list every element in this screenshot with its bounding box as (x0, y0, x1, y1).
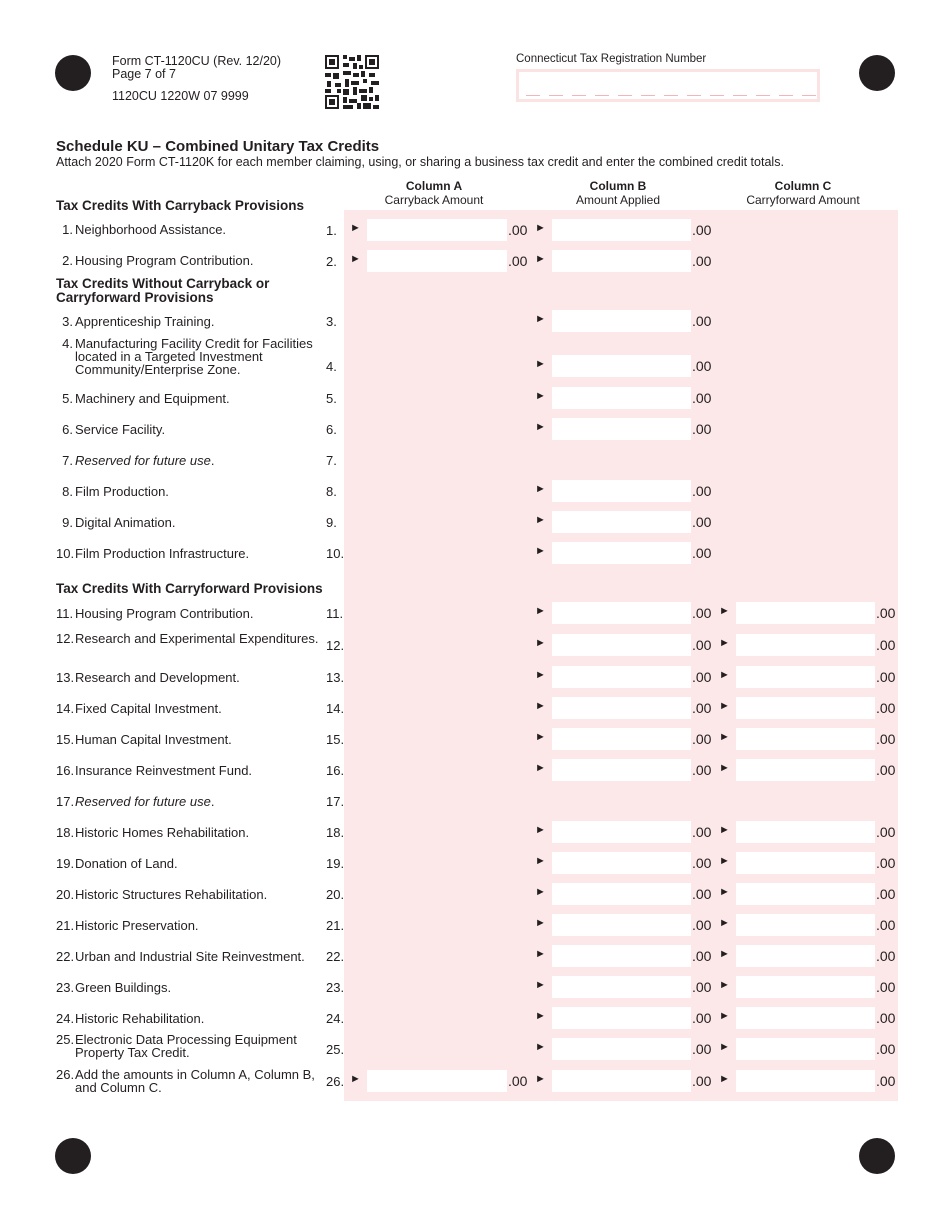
line-6-col-b-input[interactable] (552, 418, 691, 440)
line-6-number: 6. (62, 422, 73, 437)
line-5-description: Machinery and Equipment. (75, 391, 230, 406)
line-19-number: 19. (56, 856, 75, 871)
line-11-col-c-input[interactable] (736, 602, 875, 624)
line-11-ref: 11. (326, 606, 344, 621)
line-23-col-b-cents: .00 (692, 979, 712, 995)
line-11-description: Housing Program Contribution. (75, 606, 254, 621)
line-7-description: Reserved for future use. (75, 453, 215, 468)
line-18-col-c-arrow-icon: ► (719, 824, 730, 836)
line-12-col-b-arrow-icon: ► (535, 637, 546, 649)
column-a-subtitle: Carryback Amount (384, 193, 484, 207)
line-5-ref: 5. (326, 391, 337, 406)
line-20-col-c-input[interactable] (736, 883, 875, 905)
line-11-col-b-cents: .00 (692, 605, 712, 621)
line-24-col-c-arrow-icon: ► (719, 1010, 730, 1022)
line-13-ref: 13. (326, 670, 345, 685)
line-3-number: 3. (62, 314, 73, 329)
line-2-description: Housing Program Contribution. (75, 253, 254, 268)
line-21-col-c-cents: .00 (876, 917, 896, 933)
column-a-title: Column A (405, 179, 463, 193)
line-14-col-c-arrow-icon: ► (719, 700, 730, 712)
line-25-ref: 25. (326, 1042, 345, 1057)
line-9-col-b-input[interactable] (552, 511, 691, 533)
registration-mark-top-right (859, 55, 895, 91)
line-18-description: Historic Homes Rehabilitation. (75, 825, 250, 840)
line-18-col-c-input[interactable] (736, 821, 875, 843)
line-12-col-c-arrow-icon: ► (719, 637, 730, 649)
line-1-ref: 1. (326, 223, 337, 238)
line-23-number: 23. (56, 980, 75, 995)
line-21-col-c-input[interactable] (736, 914, 875, 936)
line-21-ref: 21. (326, 918, 345, 933)
line-20-col-b-arrow-icon: ► (535, 886, 546, 898)
line-23-col-b-arrow-icon: ► (535, 979, 546, 991)
line-16-col-c-cents: .00 (876, 762, 896, 778)
line-9-number: 9. (62, 515, 73, 530)
section-carryback-heading: Tax Credits With Carryback Provisions (56, 198, 304, 213)
column-b-header (528, 179, 708, 207)
line-14-ref: 14. (326, 701, 345, 716)
line-2-col-b-arrow-icon: ► (535, 253, 546, 265)
line-22-description: Urban and Industrial Site Reinvestment. (75, 949, 305, 964)
line-13-description: Research and Development. (75, 670, 240, 685)
line-21-number: 21. (56, 918, 75, 933)
line-6-col-b-arrow-icon: ► (535, 421, 546, 433)
line-24-col-b-arrow-icon: ► (535, 1010, 546, 1022)
line-19-ref: 19. (326, 856, 345, 871)
line-16-col-b-input[interactable] (552, 759, 691, 781)
line-1-col-b-input[interactable] (552, 219, 691, 241)
line-11-col-b-input[interactable] (552, 602, 691, 624)
line-2-col-a-input[interactable] (367, 250, 507, 272)
line-8-col-b-cents: .00 (692, 483, 712, 499)
line-12-col-b-input[interactable] (552, 634, 691, 656)
line-1-col-a-cents: .00 (508, 222, 528, 238)
line-19-col-c-input[interactable] (736, 852, 875, 874)
line-25-col-b-arrow-icon: ► (535, 1041, 546, 1053)
line-10-col-b-cents: .00 (692, 545, 712, 561)
line-26-description: Add the amounts in Column A, Column B, and Column C. (75, 1067, 315, 1095)
line-8-col-b-input[interactable] (552, 480, 691, 502)
line-22-col-b-input[interactable] (552, 945, 691, 967)
registration-number-label: Connecticut Tax Registration Number (516, 53, 707, 65)
line-7-description-italic: Reserved for future use (75, 453, 211, 468)
line-15-number: 15. (56, 732, 75, 747)
line-5-col-b-input[interactable] (552, 387, 691, 409)
line-25-description: Electronic Data Processing Equipment Property Tax Credit. (75, 1032, 297, 1060)
line-16-col-b-cents: .00 (692, 762, 712, 778)
line-5-col-b-arrow-icon: ► (535, 390, 546, 402)
schedule-instructions: Attach 2020 Form CT-1120K for each member claiming, using, or sharing a business tax credit and enter the combined credit totals. (56, 155, 784, 169)
line-25-col-c-cents: .00 (876, 1041, 896, 1057)
line-26-col-b-arrow-icon: ► (535, 1073, 546, 1085)
line-24-ref: 24. (326, 1011, 345, 1026)
line-8-ref: 8. (326, 484, 337, 499)
registration-mark-bottom-right (859, 1138, 895, 1174)
line-26-col-c-input[interactable] (736, 1070, 875, 1092)
line-11-col-c-arrow-icon: ► (719, 605, 730, 617)
line-15-col-b-arrow-icon: ► (535, 731, 546, 743)
line-16-col-c-arrow-icon: ► (719, 762, 730, 774)
line-18-col-c-cents: .00 (876, 824, 896, 840)
line-26-col-b-cents: .00 (692, 1073, 712, 1089)
line-12-col-c-input[interactable] (736, 634, 875, 656)
line-16-col-c-input[interactable] (736, 759, 875, 781)
line-20-col-b-input[interactable] (552, 883, 691, 905)
line-26-col-a-input[interactable] (367, 1070, 507, 1092)
line-16-description: Insurance Reinvestment Fund. (75, 763, 253, 778)
page-number: Page 7 of 7 (112, 67, 176, 81)
line-19-col-c-arrow-icon: ► (719, 855, 730, 867)
line-3-description: Apprenticeship Training. (75, 314, 215, 329)
column-c-header (713, 179, 893, 207)
line-2-number: 2. (62, 253, 73, 268)
line-20-ref: 20. (326, 887, 345, 902)
line-26-col-a-cents: .00 (508, 1073, 528, 1089)
line-5-col-b-cents: .00 (692, 390, 712, 406)
line-1-col-a-arrow-icon: ► (350, 222, 361, 234)
line-21-col-b-cents: .00 (692, 917, 712, 933)
line-2-col-b-cents: .00 (692, 253, 712, 269)
line-20-description: Historic Structures Rehabilitation. (75, 887, 268, 902)
line-13-col-c-cents: .00 (876, 669, 896, 685)
line-24-col-c-input[interactable] (736, 1007, 875, 1029)
form-code: 1120CU 1220W 07 9999 (112, 89, 249, 103)
line-15-col-b-input[interactable] (552, 728, 691, 750)
line-26-ref: 26. (326, 1074, 345, 1089)
line-17-description: Reserved for future use. (75, 794, 215, 809)
line-21-col-b-arrow-icon: ► (535, 917, 546, 929)
line-6-ref: 6. (326, 422, 337, 437)
line-11-number: 11. (56, 606, 74, 621)
line-2-ref: 2. (326, 254, 337, 269)
line-7-number: 7. (62, 453, 73, 468)
line-21-col-c-arrow-icon: ► (719, 917, 730, 929)
line-17-ref: 17. (326, 794, 345, 809)
line-17-description-italic: Reserved for future use (75, 794, 211, 809)
line-1-col-b-arrow-icon: ► (535, 222, 546, 234)
section-carryforward-heading: Tax Credits With Carryforward Provisions (56, 581, 323, 596)
line-19-col-b-arrow-icon: ► (535, 855, 546, 867)
line-24-description: Historic Rehabilitation. (75, 1011, 205, 1026)
line-21-col-b-input[interactable] (552, 914, 691, 936)
line-25-col-b-cents: .00 (692, 1041, 712, 1057)
line-1-col-a-input[interactable] (367, 219, 507, 241)
line-6-col-b-cents: .00 (692, 421, 712, 437)
line-15-col-c-arrow-icon: ► (719, 731, 730, 743)
line-4-col-b-arrow-icon: ► (535, 358, 546, 370)
line-21-description: Historic Preservation. (75, 918, 199, 933)
line-23-col-b-input[interactable] (552, 976, 691, 998)
line-13-number: 13. (56, 670, 75, 685)
line-15-ref: 15. (326, 732, 345, 747)
line-23-col-c-arrow-icon: ► (719, 979, 730, 991)
line-22-col-c-cents: .00 (876, 948, 896, 964)
column-b-title: Column B (589, 179, 647, 193)
line-11-col-b-arrow-icon: ► (535, 605, 546, 617)
line-16-number: 16. (56, 763, 75, 778)
line-4-description: Manufacturing Facility Credit for Facilities located in a Targeted Investment Community/Enterprise Zone. (75, 336, 313, 377)
registration-mark-bottom-left (55, 1138, 91, 1174)
line-14-col-c-input[interactable] (736, 697, 875, 719)
line-4-ref: 4. (326, 359, 337, 374)
line-22-number: 22. (56, 949, 75, 964)
line-2-col-a-cents: .00 (508, 253, 528, 269)
line-16-ref: 16. (326, 763, 345, 778)
line-8-number: 8. (62, 484, 73, 499)
line-15-col-c-input[interactable] (736, 728, 875, 750)
line-11-col-c-cents: .00 (876, 605, 896, 621)
line-14-col-b-cents: .00 (692, 700, 712, 716)
line-14-col-b-input[interactable] (552, 697, 691, 719)
line-15-col-b-cents: .00 (692, 731, 712, 747)
line-3-ref: 3. (326, 314, 337, 329)
line-25-number: 25. (56, 1032, 75, 1047)
column-c-subtitle: Carryforward Amount (746, 193, 860, 207)
line-10-description: Film Production Infrastructure. (75, 546, 250, 561)
line-23-ref: 23. (326, 980, 345, 995)
line-1-description: Neighborhood Assistance. (75, 222, 227, 237)
line-26-number: 26. (56, 1067, 75, 1082)
line-10-ref: 10. (326, 546, 345, 561)
line-9-col-b-arrow-icon: ► (535, 514, 546, 526)
registration-mark-top-left (55, 55, 91, 91)
line-10-col-b-arrow-icon: ► (535, 545, 546, 557)
line-13-col-b-arrow-icon: ► (535, 669, 546, 681)
line-13-col-b-cents: .00 (692, 669, 712, 685)
line-12-number: 12. (56, 631, 75, 646)
line-7-ref: 7. (326, 453, 337, 468)
line-20-col-b-cents: .00 (692, 886, 712, 902)
line-18-col-b-cents: .00 (692, 824, 712, 840)
line-6-description: Service Facility. (75, 422, 166, 437)
line-3-col-b-cents: .00 (692, 313, 712, 329)
line-8-description: Film Production. (75, 484, 169, 499)
line-25-col-c-arrow-icon: ► (719, 1041, 730, 1053)
line-10-col-b-input[interactable] (552, 542, 691, 564)
column-a-header (344, 179, 524, 207)
line-1-col-b-cents: .00 (692, 222, 712, 238)
line-4-col-b-input[interactable] (552, 355, 691, 377)
line-2-col-b-input[interactable] (552, 250, 691, 272)
line-26-col-b-input[interactable] (552, 1070, 691, 1092)
line-14-col-b-arrow-icon: ► (535, 700, 546, 712)
line-23-col-c-cents: .00 (876, 979, 896, 995)
section-no-carry-heading: Tax Credits Without Carryback or Carryforward Provisions (56, 276, 270, 305)
line-24-col-b-input[interactable] (552, 1007, 691, 1029)
line-12-ref: 12. (326, 638, 345, 653)
line-20-col-c-cents: .00 (876, 886, 896, 902)
line-17-number: 17. (56, 794, 75, 809)
line-5-number: 5. (62, 391, 73, 406)
line-13-col-b-input[interactable] (552, 666, 691, 688)
line-3-col-b-input[interactable] (552, 310, 691, 332)
line-26-col-c-cents: .00 (876, 1073, 896, 1089)
line-23-col-c-input[interactable] (736, 976, 875, 998)
line-22-col-c-input[interactable] (736, 945, 875, 967)
line-14-description: Fixed Capital Investment. (75, 701, 222, 716)
line-16-col-b-arrow-icon: ► (535, 762, 546, 774)
line-13-col-c-input[interactable] (736, 666, 875, 688)
line-9-col-b-cents: .00 (692, 514, 712, 530)
line-9-ref: 9. (326, 515, 337, 530)
line-18-number: 18. (56, 825, 75, 840)
line-22-col-b-arrow-icon: ► (535, 948, 546, 960)
column-c-title: Column C (774, 179, 832, 193)
line-20-col-c-arrow-icon: ► (719, 886, 730, 898)
line-15-description: Human Capital Investment. (75, 732, 232, 747)
line-4-number: 4. (62, 336, 73, 351)
line-25-col-c-input[interactable] (736, 1038, 875, 1060)
line-4-col-b-cents: .00 (692, 358, 712, 374)
line-19-description: Donation of Land. (75, 856, 178, 871)
schedule-title: Schedule KU – Combined Unitary Tax Credits (56, 138, 380, 155)
line-20-number: 20. (56, 887, 75, 902)
line-10-number: 10. (56, 546, 75, 561)
line-14-col-c-cents: .00 (876, 700, 896, 716)
line-12-col-b-cents: .00 (692, 637, 712, 653)
line-15-col-c-cents: .00 (876, 731, 896, 747)
line-1-number: 1. (62, 222, 73, 237)
line-24-number: 24. (56, 1011, 75, 1026)
line-19-col-b-cents: .00 (692, 855, 712, 871)
line-12-description: Research and Experimental Expenditures. (75, 631, 319, 646)
line-19-col-c-cents: .00 (876, 855, 896, 871)
line-22-col-b-cents: .00 (692, 948, 712, 964)
line-26-col-a-arrow-icon: ► (350, 1073, 361, 1085)
line-24-col-b-cents: .00 (692, 1010, 712, 1026)
line-18-ref: 18. (326, 825, 345, 840)
qr-code-icon (325, 55, 379, 109)
line-13-col-c-arrow-icon: ► (719, 669, 730, 681)
line-2-col-a-arrow-icon: ► (350, 253, 361, 265)
line-24-col-c-cents: .00 (876, 1010, 896, 1026)
line-18-col-b-input[interactable] (552, 821, 691, 843)
line-8-col-b-arrow-icon: ► (535, 483, 546, 495)
line-14-number: 14. (56, 701, 75, 716)
line-18-col-b-arrow-icon: ► (535, 824, 546, 836)
form-id: Form CT-1120CU (Rev. 12/20) (112, 54, 282, 68)
line-12-col-c-cents: .00 (876, 637, 896, 653)
line-19-col-b-input[interactable] (552, 852, 691, 874)
registration-number-input[interactable] (516, 69, 820, 102)
line-9-description: Digital Animation. (75, 515, 176, 530)
line-3-col-b-arrow-icon: ► (535, 313, 546, 325)
column-b-subtitle: Amount Applied (575, 193, 661, 207)
line-22-col-c-arrow-icon: ► (719, 948, 730, 960)
line-26-col-c-arrow-icon: ► (719, 1073, 730, 1085)
line-22-ref: 22. (326, 949, 345, 964)
line-25-col-b-input[interactable] (552, 1038, 691, 1060)
line-23-description: Green Buildings. (75, 980, 172, 995)
